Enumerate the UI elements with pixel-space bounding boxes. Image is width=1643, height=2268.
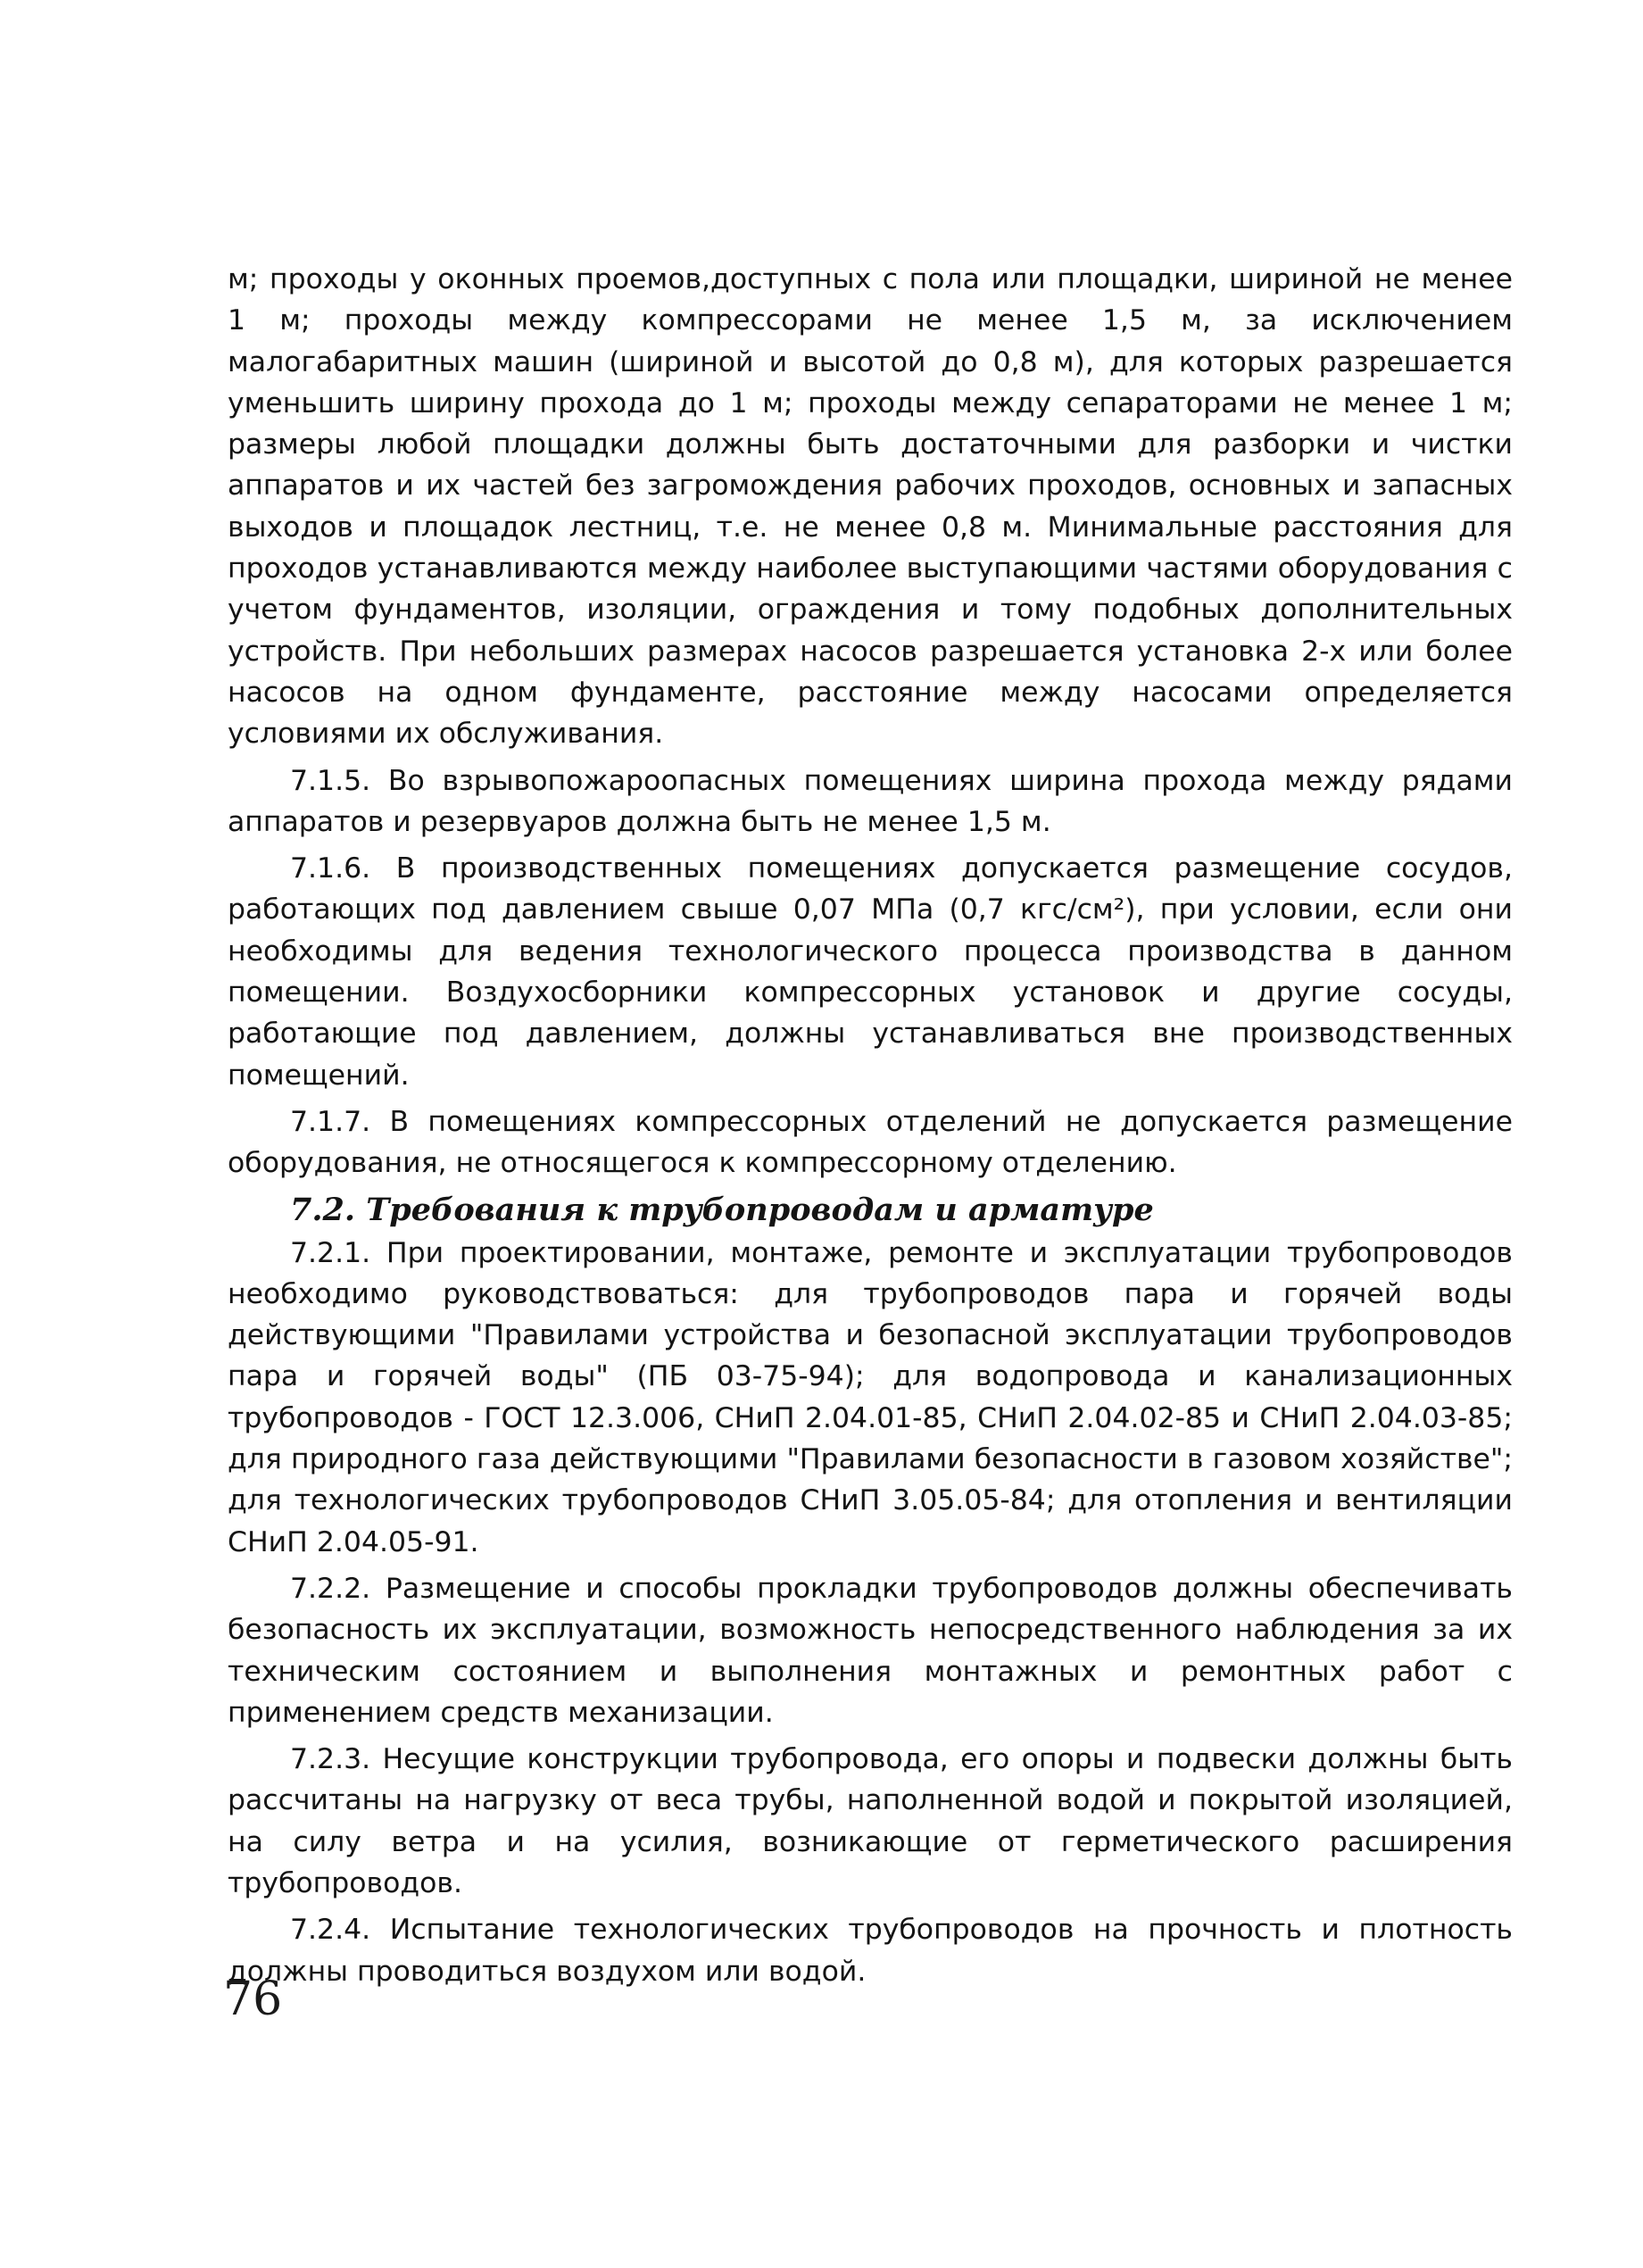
paragraph-7-2-4: 7.2.4. Испытание технологических трубопроводов на прочность и плотность должны проводиться воздухом или водой. [228,1914,1513,1988]
paragraph-7-1-6: 7.1.6. В производственных помещениях допускается размещение сосудов, работающих под давлением свыше 0,07 МПа (0,7 кгс/см²), при условии, если они необходимы для ведения технологического процесса производства в данном помещении. Воздухосборники компрессорных установок и другие сосуды, работающие под давлением, должны устанавливаться вне производственных помещений. [228,852,1513,1092]
page-body [228,259,1513,1992]
paragraph-7-2-3: 7.2.3. Несущие конструкции трубопровода, его опоры и подвески должны быть рассчитаны на нагрузку от веса трубы, наполненной водой и покрытой изоляцией, на силу ветра и на усилия, возникающие от герметического расширения трубопроводов. [228,1743,1513,1899]
page-number: 76 [223,1973,283,2026]
paragraph-7-2-1: 7.2.1. При проектировании, монтаже, ремонте и эксплуатации трубопроводов необходимо руководствоваться: для трубопроводов пара и горячей воды действующими "Правилами устройства и безопасной эксплуатации трубопроводов пара и горячей воды" (ПБ 03-75-94); для водопровода и канализационных трубопроводов - ГОСТ 12.3.006, СНиП 2.04.01-85, СНиП 2.04.02-85 и СНиП 2.04.03-85; для природного газа действующими "Правилами безопасности в газовом хозяйстве"; для технологических трубопроводов СНиП 3.05.05-84; для отопления и вентиляции СНиП 2.04.05-91. [228,1236,1513,1558]
paragraph-continuation: м; проходы у оконных проемов,доступных с пола или площадки, шириной не менее 1 м; проходы между компрессорами не менее 1,5 м, за исключением малогабаритных машин (шириной и высотой до 0,8 м), для которых разрешается уменьшить ширину прохода до 1 м; проходы между сепараторами не менее 1 м; размеры любой площадки должны быть достаточными для разборки и чистки аппаратов и их частей без загромождения рабочих проходов, основных и запасных выходов и площадок лестниц, т.е. не менее 0,8 м. Минимальные расстояния для проходов устанавливаются между наиболее выступающими частями оборудования с учетом фундаментов, изоляции, ограждения и тому подобных дополнительных устройств. При небольших размерах насосов разрешается установка 2-х или более насосов на одном фундаменте, расстояние между насосами определяется условиями их обслуживания. [228,263,1513,751]
section-heading: 7.2. Требования к трубопроводам и арматуре [290,1191,1154,1228]
paragraph-7-1-5: 7.1.5. Во взрывопожароопасных помещениях ширина прохода между рядами аппаратов и резервуаров должна быть не менее 1,5 м. [228,764,1513,838]
paragraph-7-2-2: 7.2.2. Размещение и способы прокладки трубопроводов должны обеспечивать безопасность их эксплуатации, возможность непосредственного наблюдения за их техническим состоянием и выполнения монтажных и ремонтных работ с применением средств механизации. [228,1572,1513,1729]
paragraph-7-1-7: 7.1.7. В помещениях компрессорных отделений не допускается размещение оборудования, не относящегося к компрессорному отделению. [228,1105,1513,1180]
